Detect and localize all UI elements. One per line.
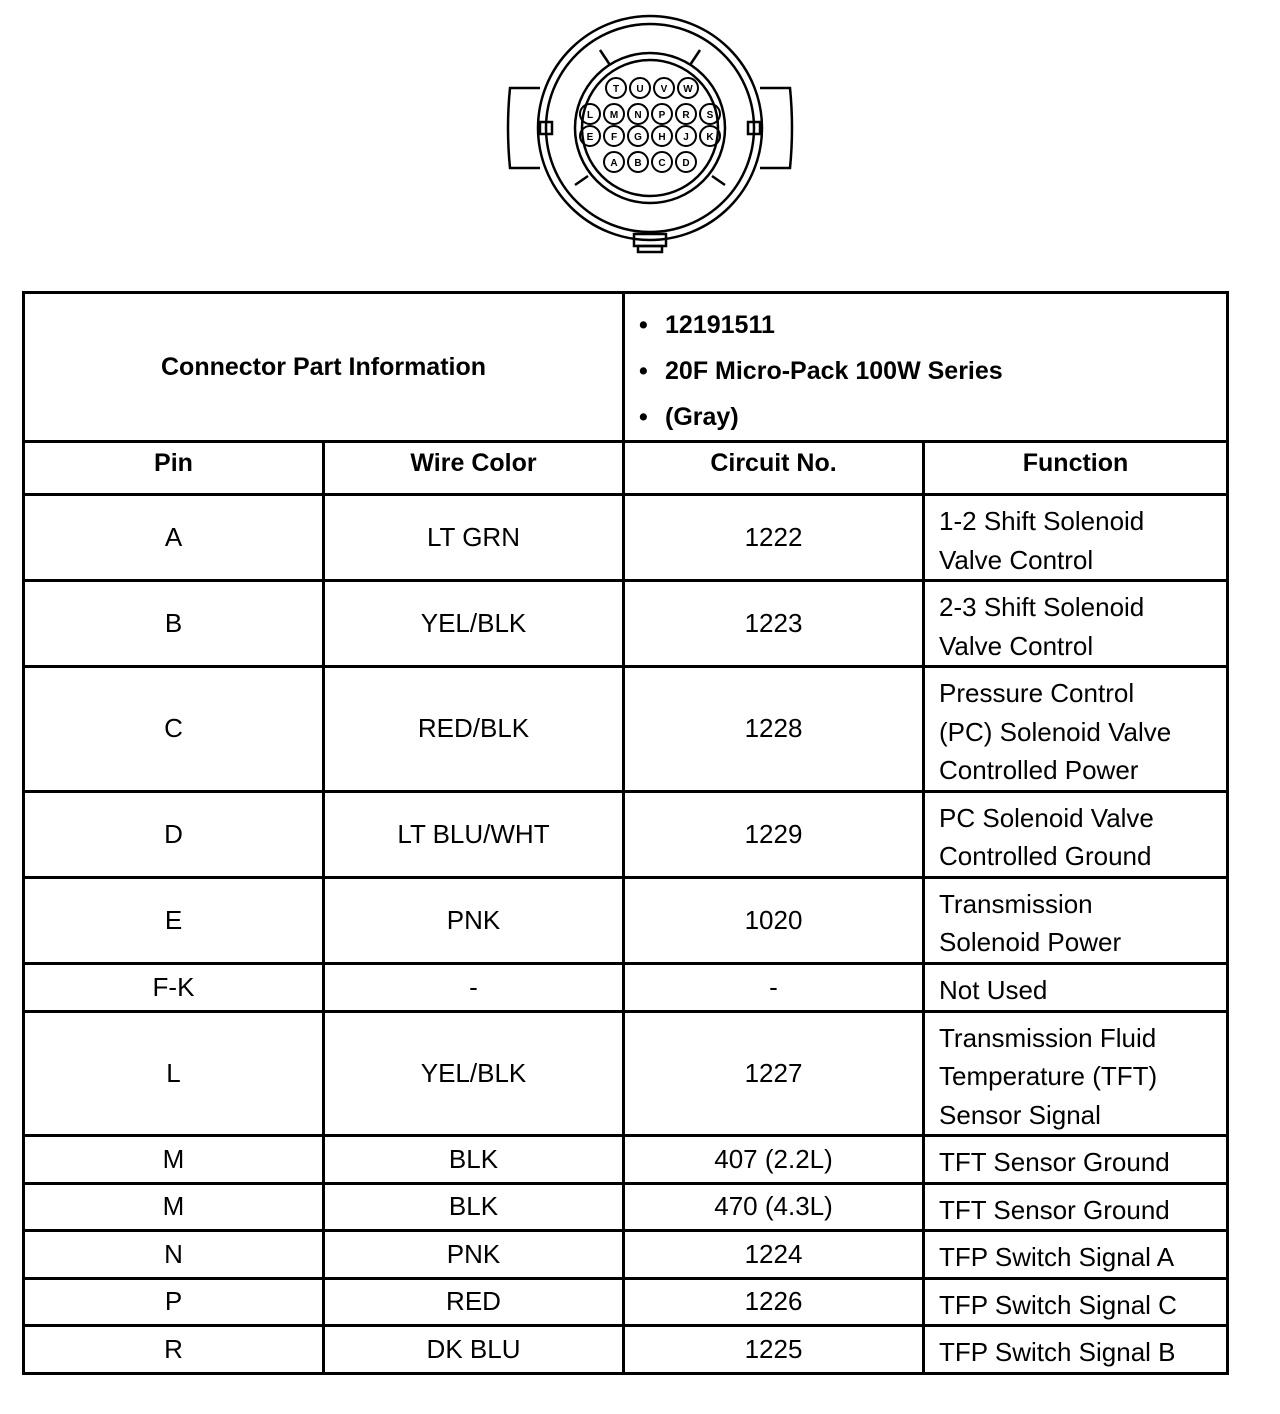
pin-label-S: S [706,110,714,121]
table-row [24,1278,1228,1326]
header-wire-color: Wire Color [324,442,624,495]
function-cell [924,667,1228,792]
part-number: • 12191511 [639,302,1226,348]
pin-cell: P [24,1278,324,1326]
connector-series: • 20F Micro-Pack 100W Series [639,348,1226,394]
table-row [24,581,1228,667]
function-line: Controlled Power [939,755,1139,785]
circuit-cell: 1225 [624,1326,924,1374]
pin-label-A: A [610,158,618,169]
pin-label-N: N [634,110,642,121]
connector-info-values [624,293,1228,442]
pinout-table [22,291,1229,1375]
function-line: TFP Switch Signal A [939,1242,1175,1272]
table-row [24,791,1228,877]
pin-label-W: W [683,84,693,95]
function-line: Transmission Fluid [939,1022,1157,1053]
pin-label-V: V [660,84,668,95]
function-line: Valve Control [939,544,1094,575]
connector-face-diagram [500,10,800,260]
circuit-cell: - [624,963,924,1011]
pin-label-P: P [658,110,666,121]
pin-label-H: H [658,132,666,143]
table-row [24,1231,1228,1279]
circuit-cell: 1222 [624,495,924,581]
function-line: TFT Sensor Ground [939,1194,1170,1225]
wire-color-cell: YEL/BLK [324,1011,624,1136]
table-row [24,877,1228,963]
circuit-cell: 1223 [624,581,924,667]
wire-color-cell: YEL/BLK [324,581,624,667]
wire-color-cell: RED [324,1278,624,1326]
function-line: TFT Sensor Ground [939,1147,1170,1177]
pin-label-K: K [706,132,714,143]
pin-label-D: D [682,158,690,169]
table-row [24,1326,1228,1374]
pin-face-group [580,78,720,172]
wire-color-cell: RED/BLK [324,667,624,792]
header-row [24,442,1228,495]
function-line: 2-3 Shift Solenoid [939,592,1145,622]
pin-cell: B [24,581,324,667]
pin-cell: M [24,1183,324,1231]
function-line: Temperature (TFT) [939,1061,1158,1091]
function-cell [924,495,1228,581]
pin-label-R: R [682,110,690,121]
header-function: Function [924,442,1228,495]
pin-label-B: B [634,158,642,169]
function-cell [924,1231,1228,1279]
pin-cell: M [24,1136,324,1184]
header-circuit-no: Circuit No. [624,442,924,495]
wire-color-cell: BLK [324,1183,624,1231]
wire-color-cell: DK BLU [324,1326,624,1374]
function-line: Transmission [939,888,1093,919]
circuit-cell: 1224 [624,1231,924,1279]
table-row [24,963,1228,1011]
function-line: TFP Switch Signal C [939,1289,1177,1320]
pin-label-M: M [609,110,619,121]
table-row [24,1183,1228,1231]
circuit-cell: 1227 [624,1011,924,1136]
pin-cell: C [24,667,324,792]
pin-cell: N [24,1231,324,1279]
function-cell [924,1326,1228,1374]
circuit-cell: 1020 [624,877,924,963]
function-cell [924,1136,1228,1184]
wire-color-cell: PNK [324,1231,624,1279]
connector-info-label: Connector Part Information [24,293,624,442]
connector-color: • (Gray) [639,394,1226,440]
function-line: Pressure Control [939,678,1135,708]
pin-cell: E [24,877,324,963]
pin-label-T: T [612,84,620,95]
table-row [24,667,1228,792]
function-cell [924,1278,1228,1326]
pin-cell: A [24,495,324,581]
wire-color-cell: LT BLU/WHT [324,791,624,877]
function-line: Controlled Ground [939,841,1152,871]
circuit-cell: 1226 [624,1278,924,1326]
function-line: PC Solenoid Valve [939,802,1154,833]
pin-label-E: E [586,132,594,143]
circuit-cell: 1229 [624,791,924,877]
function-cell [924,1011,1228,1136]
function-line: (PC) Solenoid Valve [939,716,1172,747]
wire-color-cell: LT GRN [324,495,624,581]
function-line: TFP Switch Signal B [939,1337,1176,1367]
pin-cell: D [24,791,324,877]
function-line: 1-2 Shift Solenoid [939,506,1145,536]
function-cell [924,791,1228,877]
pin-label-J: J [683,132,689,143]
function-line: Solenoid Power [939,927,1122,957]
pin-label-F: F [610,132,618,143]
circuit-cell: 1228 [624,667,924,792]
function-cell [924,877,1228,963]
table-row [24,1136,1228,1184]
header-pin: Pin [24,442,324,495]
wire-color-cell: PNK [324,877,624,963]
connector-info-row [24,293,1228,442]
wire-color-cell: BLK [324,1136,624,1184]
function-cell [924,581,1228,667]
circuit-cell: 407 (2.2L) [624,1136,924,1184]
pin-cell: R [24,1326,324,1374]
pin-cell: F-K [24,963,324,1011]
pin-label-G: G [634,132,642,143]
function-cell [924,1183,1228,1231]
function-line: Valve Control [939,630,1094,661]
pin-label-C: C [658,158,666,169]
pin-cell: L [24,1011,324,1136]
table-row [24,495,1228,581]
table-row [24,1011,1228,1136]
pin-label-L: L [586,110,594,121]
function-line: Sensor Signal [939,1099,1101,1130]
function-cell [924,963,1228,1011]
pin-label-U: U [636,84,644,95]
circuit-cell: 470 (4.3L) [624,1183,924,1231]
function-line: Not Used [939,974,1048,1005]
wire-color-cell: - [324,963,624,1011]
